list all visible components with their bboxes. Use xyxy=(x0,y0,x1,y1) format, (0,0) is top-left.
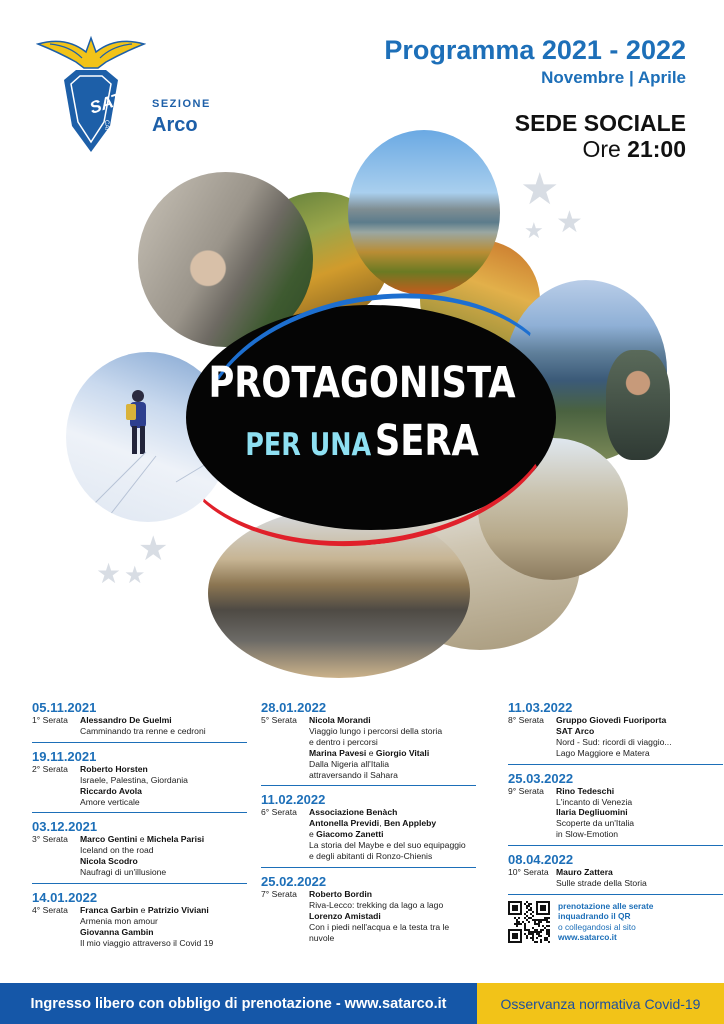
event-text xyxy=(80,834,247,845)
logo-letters: SAT xyxy=(87,89,125,118)
event-text xyxy=(309,818,476,829)
event-number xyxy=(508,878,556,889)
star-icon: ★ xyxy=(556,206,583,239)
event-text xyxy=(556,737,723,748)
event-number xyxy=(261,737,309,748)
talk-text: e dentro i percorsi xyxy=(309,736,378,747)
footer-covid-note: Osservanza normativa Covid-19 xyxy=(477,983,724,1024)
event-line xyxy=(32,845,247,856)
event-number: 9° Serata xyxy=(508,785,544,796)
event-number xyxy=(508,818,556,829)
event-number xyxy=(32,726,80,737)
event-number: 7° Serata xyxy=(261,888,297,899)
event-date: 05.11.2021 xyxy=(32,700,97,715)
event-number xyxy=(261,770,309,781)
event-number xyxy=(32,775,80,786)
talk-text: , xyxy=(379,818,384,829)
event-date: 11.02.2022 xyxy=(261,792,326,808)
venue-label: SEDE SOCIALE xyxy=(514,110,686,136)
event-text xyxy=(309,726,476,737)
star-icon: ★ xyxy=(524,218,544,243)
event-line xyxy=(261,726,476,737)
event-text xyxy=(556,797,723,808)
event-line xyxy=(32,715,247,726)
event-number xyxy=(508,807,556,818)
event-date: 08.04.2022 xyxy=(508,852,574,868)
talk-text: Riva-Lecco: trekking da lago a lago xyxy=(309,899,444,910)
talk-text: in Slow-Emotion xyxy=(556,829,619,840)
event-number xyxy=(261,759,309,770)
event-number xyxy=(508,748,556,759)
event-line xyxy=(32,764,247,775)
star-icon: ★ xyxy=(138,530,169,568)
speaker-name: Ilaria Degliuomini xyxy=(556,807,628,818)
star-icon: ★ xyxy=(124,562,146,589)
program-column-3-events xyxy=(508,700,723,895)
event-number: 6° Serata xyxy=(261,807,297,818)
event-line xyxy=(261,807,476,818)
talk-text: Nord - Sud: ricordi di viaggio... xyxy=(556,736,672,747)
speaker-name: Nicola Morandi xyxy=(309,715,371,725)
event-line xyxy=(32,775,247,786)
talk-text: La storia del Maybe e del suo equipaggio xyxy=(309,840,466,851)
event-entry xyxy=(508,852,723,895)
event-text xyxy=(556,715,723,726)
talk-text: e xyxy=(138,905,148,916)
event-number xyxy=(32,797,80,808)
event-number xyxy=(261,851,309,862)
event-number xyxy=(32,927,80,938)
talk-text: e xyxy=(366,747,376,758)
section-name: Arco xyxy=(152,114,198,136)
speaker-name: Lorenzo Amistadi xyxy=(309,910,381,921)
event-line xyxy=(261,748,476,759)
event-text xyxy=(309,900,476,911)
star-icon: ★ xyxy=(96,558,122,589)
event-line xyxy=(32,797,247,808)
event-line xyxy=(508,878,723,889)
event-entry xyxy=(32,819,247,884)
event-number xyxy=(261,900,309,911)
event-text xyxy=(80,726,247,737)
event-line xyxy=(261,829,476,840)
time-value: 21:00 xyxy=(627,136,686,162)
event-text xyxy=(556,748,723,759)
speaker-name: Nicola Scodro xyxy=(80,856,138,867)
event-text xyxy=(309,889,476,900)
talk-text: Amore verticale xyxy=(80,796,140,807)
event-number xyxy=(32,916,80,927)
talk-text: Il mio viaggio attraverso il Covid 19 xyxy=(80,937,214,948)
program-column-2 xyxy=(261,700,476,955)
event-number xyxy=(32,786,80,797)
event-text xyxy=(80,797,247,808)
event-date: 28.01.2022 xyxy=(261,700,327,715)
event-text xyxy=(80,786,247,797)
event-text xyxy=(80,715,247,726)
talk-text: e xyxy=(137,834,147,845)
event-entry xyxy=(508,771,723,847)
program-column-3 xyxy=(508,700,723,943)
event-line xyxy=(508,807,723,818)
event-text xyxy=(80,927,247,938)
talk-text: Dalla Nigeria all'Italia xyxy=(309,758,389,769)
event-number xyxy=(508,797,556,808)
event-line xyxy=(508,786,723,797)
event-number: 3° Serata xyxy=(32,834,68,845)
event-text xyxy=(556,726,723,737)
program-column-1 xyxy=(32,700,247,960)
speaker-name: Giorgio Vitali xyxy=(375,747,430,758)
event-text xyxy=(309,759,476,770)
talk-text: Iceland on the road xyxy=(80,845,154,856)
event-line xyxy=(261,851,476,862)
talk-text: Camminando tra renne e cedroni xyxy=(80,725,206,736)
booking-box xyxy=(508,901,723,943)
event-number xyxy=(32,856,80,867)
event-text xyxy=(556,829,723,840)
event-text xyxy=(309,911,476,922)
event-text xyxy=(80,764,247,775)
section-label: SEZIONE xyxy=(152,98,211,110)
talk-text: L'incanto di Venezia xyxy=(556,796,633,807)
event-line xyxy=(32,927,247,938)
booking-site-link[interactable]: www.satarco.it xyxy=(558,932,617,943)
talk-text: e xyxy=(309,829,317,840)
event-text xyxy=(80,938,247,949)
speaker-name: Marina Pavesi xyxy=(309,747,367,758)
event-number xyxy=(261,911,309,922)
event-line xyxy=(261,715,476,726)
speaker-name: Roberto Horsten xyxy=(80,763,148,774)
event-entry xyxy=(508,700,723,765)
event-date: 25.02.2022 xyxy=(261,873,327,889)
event-line xyxy=(32,726,247,737)
event-number xyxy=(508,829,556,840)
hero-title-line1: PROTAGONISTA xyxy=(208,358,516,408)
event-text xyxy=(309,840,476,851)
speaker-name: Giacomo Zanetti xyxy=(316,829,384,840)
event-line xyxy=(32,786,247,797)
speaker-name: Ben Appleby xyxy=(383,818,437,829)
event-number: 10° Serata xyxy=(508,867,549,878)
event-line xyxy=(32,834,247,845)
event-number xyxy=(261,748,309,759)
event-date: 03.12.2021 xyxy=(32,819,98,835)
event-text xyxy=(309,748,476,759)
event-number xyxy=(261,840,309,851)
speaker-name: Associazione Benàch xyxy=(309,807,398,818)
event-entry xyxy=(261,874,476,949)
event-entry xyxy=(32,700,247,743)
talk-text: attraversando il Sahara xyxy=(309,769,398,780)
event-line xyxy=(261,900,476,911)
event-number xyxy=(261,829,309,840)
event-text xyxy=(80,916,247,927)
event-line xyxy=(508,715,723,726)
event-date: 25.03.2022 xyxy=(508,770,574,786)
event-number xyxy=(261,818,309,829)
event-text xyxy=(309,770,476,781)
speaker-name: Roberto Bordin xyxy=(309,888,373,899)
logo-small-letters: CAI xyxy=(103,120,109,131)
event-number xyxy=(508,737,556,748)
event-number xyxy=(261,922,309,944)
event-text xyxy=(556,878,723,889)
event-text xyxy=(80,867,247,878)
event-text xyxy=(556,818,723,829)
booking-text xyxy=(558,901,653,943)
event-line xyxy=(261,759,476,770)
event-line xyxy=(32,938,247,949)
event-line xyxy=(261,840,476,851)
hero-title-small: PER UNA xyxy=(245,427,372,463)
event-text xyxy=(80,905,247,916)
talk-text: Armenia mon amour xyxy=(80,915,158,926)
event-date: 19.11.2021 xyxy=(32,748,97,764)
event-line xyxy=(32,916,247,927)
booking-line3: o collegandosi al sito xyxy=(558,921,636,932)
speaker-name: Mauro Zattera xyxy=(556,867,613,878)
event-line xyxy=(508,748,723,759)
speaker-name: Rino Tedeschi xyxy=(556,785,615,796)
event-line xyxy=(32,856,247,867)
talk-text: e degli abitanti di Ronzo-Chienis xyxy=(309,851,433,862)
event-text xyxy=(556,786,723,797)
event-line xyxy=(261,737,476,748)
event-line xyxy=(261,770,476,781)
event-text xyxy=(309,829,476,840)
program-title: Programma 2021 - 2022 xyxy=(384,35,686,65)
talk-text: Con i piedi nell'acqua e la testa tra le nuvole xyxy=(309,921,450,943)
event-text xyxy=(80,845,247,856)
event-line xyxy=(32,905,247,916)
footer-entry-note: Ingresso libero con obbligo di prenotazione - www.satarco.it xyxy=(0,983,477,1024)
event-number xyxy=(32,845,80,856)
photo-collage xyxy=(0,120,724,700)
hero-title-line2 xyxy=(65,416,659,466)
event-number xyxy=(508,726,556,737)
event-line xyxy=(508,829,723,840)
event-text xyxy=(309,807,476,818)
event-number: 4° Serata xyxy=(32,905,68,916)
event-number: 2° Serata xyxy=(32,763,68,774)
talk-text: Scoperte da un'Italia xyxy=(556,818,635,829)
program-period: Novembre | Aprile xyxy=(541,68,686,87)
event-number: 5° Serata xyxy=(261,715,297,725)
booking-line2: inquadrando il QR xyxy=(558,911,631,922)
event-entry xyxy=(261,700,476,786)
booking-line1: prenotazione alle serate xyxy=(558,900,654,911)
speaker-name: Riccardo Avola xyxy=(80,785,142,796)
speaker-name: Franca Garbin xyxy=(80,905,139,916)
event-text xyxy=(309,715,476,726)
event-number xyxy=(261,726,309,737)
event-text xyxy=(80,775,247,786)
event-line xyxy=(508,818,723,829)
event-text xyxy=(556,867,723,878)
event-line xyxy=(32,867,247,878)
event-entry xyxy=(32,749,247,814)
star-icon: ★ xyxy=(520,165,560,214)
event-line xyxy=(261,889,476,900)
event-line xyxy=(508,867,723,878)
speaker-name: Gruppo Giovedì Fuoriporta xyxy=(556,715,667,725)
time-label: Ore xyxy=(582,136,621,162)
footer-bar xyxy=(0,983,724,1024)
talk-text: Naufragi di un'illusione xyxy=(80,867,167,878)
talk-text: Sulle strade della Storia xyxy=(556,878,647,889)
event-line xyxy=(261,922,476,944)
event-entry xyxy=(261,792,476,868)
event-line xyxy=(261,911,476,922)
speaker-name: Giovanna Gambin xyxy=(80,926,154,937)
event-line xyxy=(508,726,723,737)
event-number: 8° Serata xyxy=(508,715,544,725)
qr-code-icon[interactable] xyxy=(508,901,550,943)
event-line xyxy=(508,737,723,748)
event-number: 1° Serata xyxy=(32,715,68,725)
talk-text: Israele, Palestina, Giordania xyxy=(80,774,188,785)
event-text xyxy=(309,922,476,944)
event-text xyxy=(80,856,247,867)
event-date: 11.03.2022 xyxy=(508,700,573,715)
event-date: 14.01.2022 xyxy=(32,890,98,906)
speaker-name: Antonella Previdi xyxy=(309,818,380,829)
event-number xyxy=(32,867,80,878)
event-text xyxy=(556,807,723,818)
event-text xyxy=(309,737,476,748)
speaker-name: SAT Arco xyxy=(556,725,595,736)
talk-text: Lago Maggiore e Matera xyxy=(556,747,650,758)
speaker-name: Patrizio Viviani xyxy=(147,905,209,916)
event-number xyxy=(32,938,80,949)
event-text xyxy=(309,851,476,862)
speaker-name: Marco Gentini xyxy=(80,834,138,845)
photo-lake xyxy=(348,130,500,295)
speaker-name: Michela Parisi xyxy=(146,834,205,845)
speaker-name: Alessandro De Guelmi xyxy=(80,715,172,725)
event-entry xyxy=(32,890,247,954)
hero-title-big: SERA xyxy=(374,416,479,466)
talk-text: Viaggio lungo i percorsi della storia xyxy=(309,725,443,736)
event-line xyxy=(261,818,476,829)
event-line xyxy=(508,797,723,808)
